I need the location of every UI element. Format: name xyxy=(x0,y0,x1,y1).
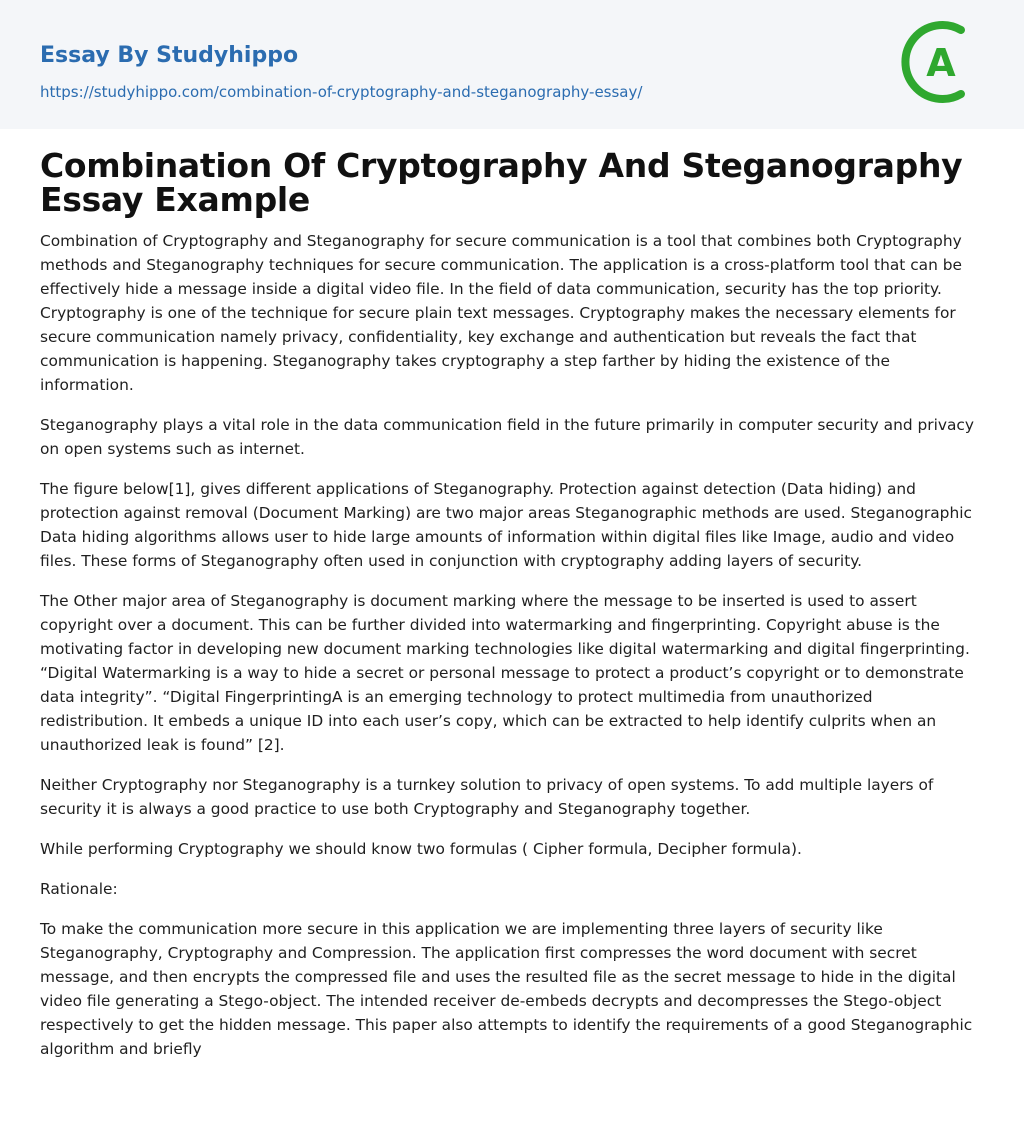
article-paragraph: Steganography plays a vital role in the data communication field in the future primarily in computer security and privacy on open systems such as internet. xyxy=(40,416,974,458)
article-paragraph: The figure below[1], gives different applications of Steganography. Protection against detection (Data hiding) and protection against removal (Document Marking) are two major areas Steganographic methods are used. Steganographic Data hiding algorithms allows user to hide large amounts of information within digital files like Image, audio and video files. These forms of Steganography often used in conjunction with cryptography adding layers of security. xyxy=(40,480,972,570)
page-title: Combination Of Cryptography And Steganography Essay Example xyxy=(40,146,963,219)
site-title[interactable]: Essay By Studyhippo xyxy=(40,43,299,68)
article-subheading: Rationale: xyxy=(40,880,118,898)
page-header xyxy=(0,0,1024,129)
article-paragraph: Neither Cryptography nor Steganography is a turnkey solution to privacy of open systems. To add multiple layers of security it is always a good practice to use both Cryptography and Steganography together. xyxy=(40,776,934,818)
article-paragraph: While performing Cryptography we should know two formulas ( Cipher formula, Decipher formula). xyxy=(40,840,802,858)
article-body xyxy=(0,129,1024,1061)
article-url-link[interactable]: https://studyhippo.com/combination-of-cryptography-and-steganography-essay/ xyxy=(40,83,643,101)
svg-text:A: A xyxy=(926,41,956,85)
article-paragraph: The Other major area of Steganography is document marking where the message to be inserted is used to assert copyright over a document. This can be further divided into watermarking and fingerprinting. Copyright abuse is the motivating factor in developing new document marking technologies like digital watermarking and digital fingerprinting. “Digital Watermarking is a way to hide a secret or personal message to protect a product’s copyright or to demonstrate data integrity”. “Digital FingerprintingA is an emerging technology to protect multimedia from unauthorized redistribution. It embeds a unique ID into each user’s copy, which can be extracted to help identify culprits when an unauthorized leak is found” [2]. xyxy=(40,592,970,754)
article-paragraph: To make the communication more secure in this application we are implementing three layers of security like Steganography, Cryptography and Compression. The application first compresses the word document with secret message, and then encrypts the compressed file and uses the resulted file as the secret message to hide in the digital video file generating a Stego-object. The intended receiver de-embeds decrypts and decompresses the Stego-object respectively to get the hidden message. This paper also attempts to identify the requirements of a good Steganographic algorithm and briefly xyxy=(40,920,973,1058)
studyhippo-logo-icon[interactable] xyxy=(898,19,984,105)
article-paragraph: Combination of Cryptography and Steganography for secure communication is a tool that combines both Cryptography methods and Steganography techniques for secure communication. The application is a cross-platform tool that can be effectively hide a message inside a digital video file. In the field of data communication, security has the top priority. Cryptography is one of the technique for secure plain text messages. Cryptography makes the necessary elements for secure communication namely privacy, confidentiality, key exchange and authentication but reveals the fact that communication is happening. Steganography takes cryptography a step farther by hiding the existence of the information. xyxy=(40,232,962,394)
